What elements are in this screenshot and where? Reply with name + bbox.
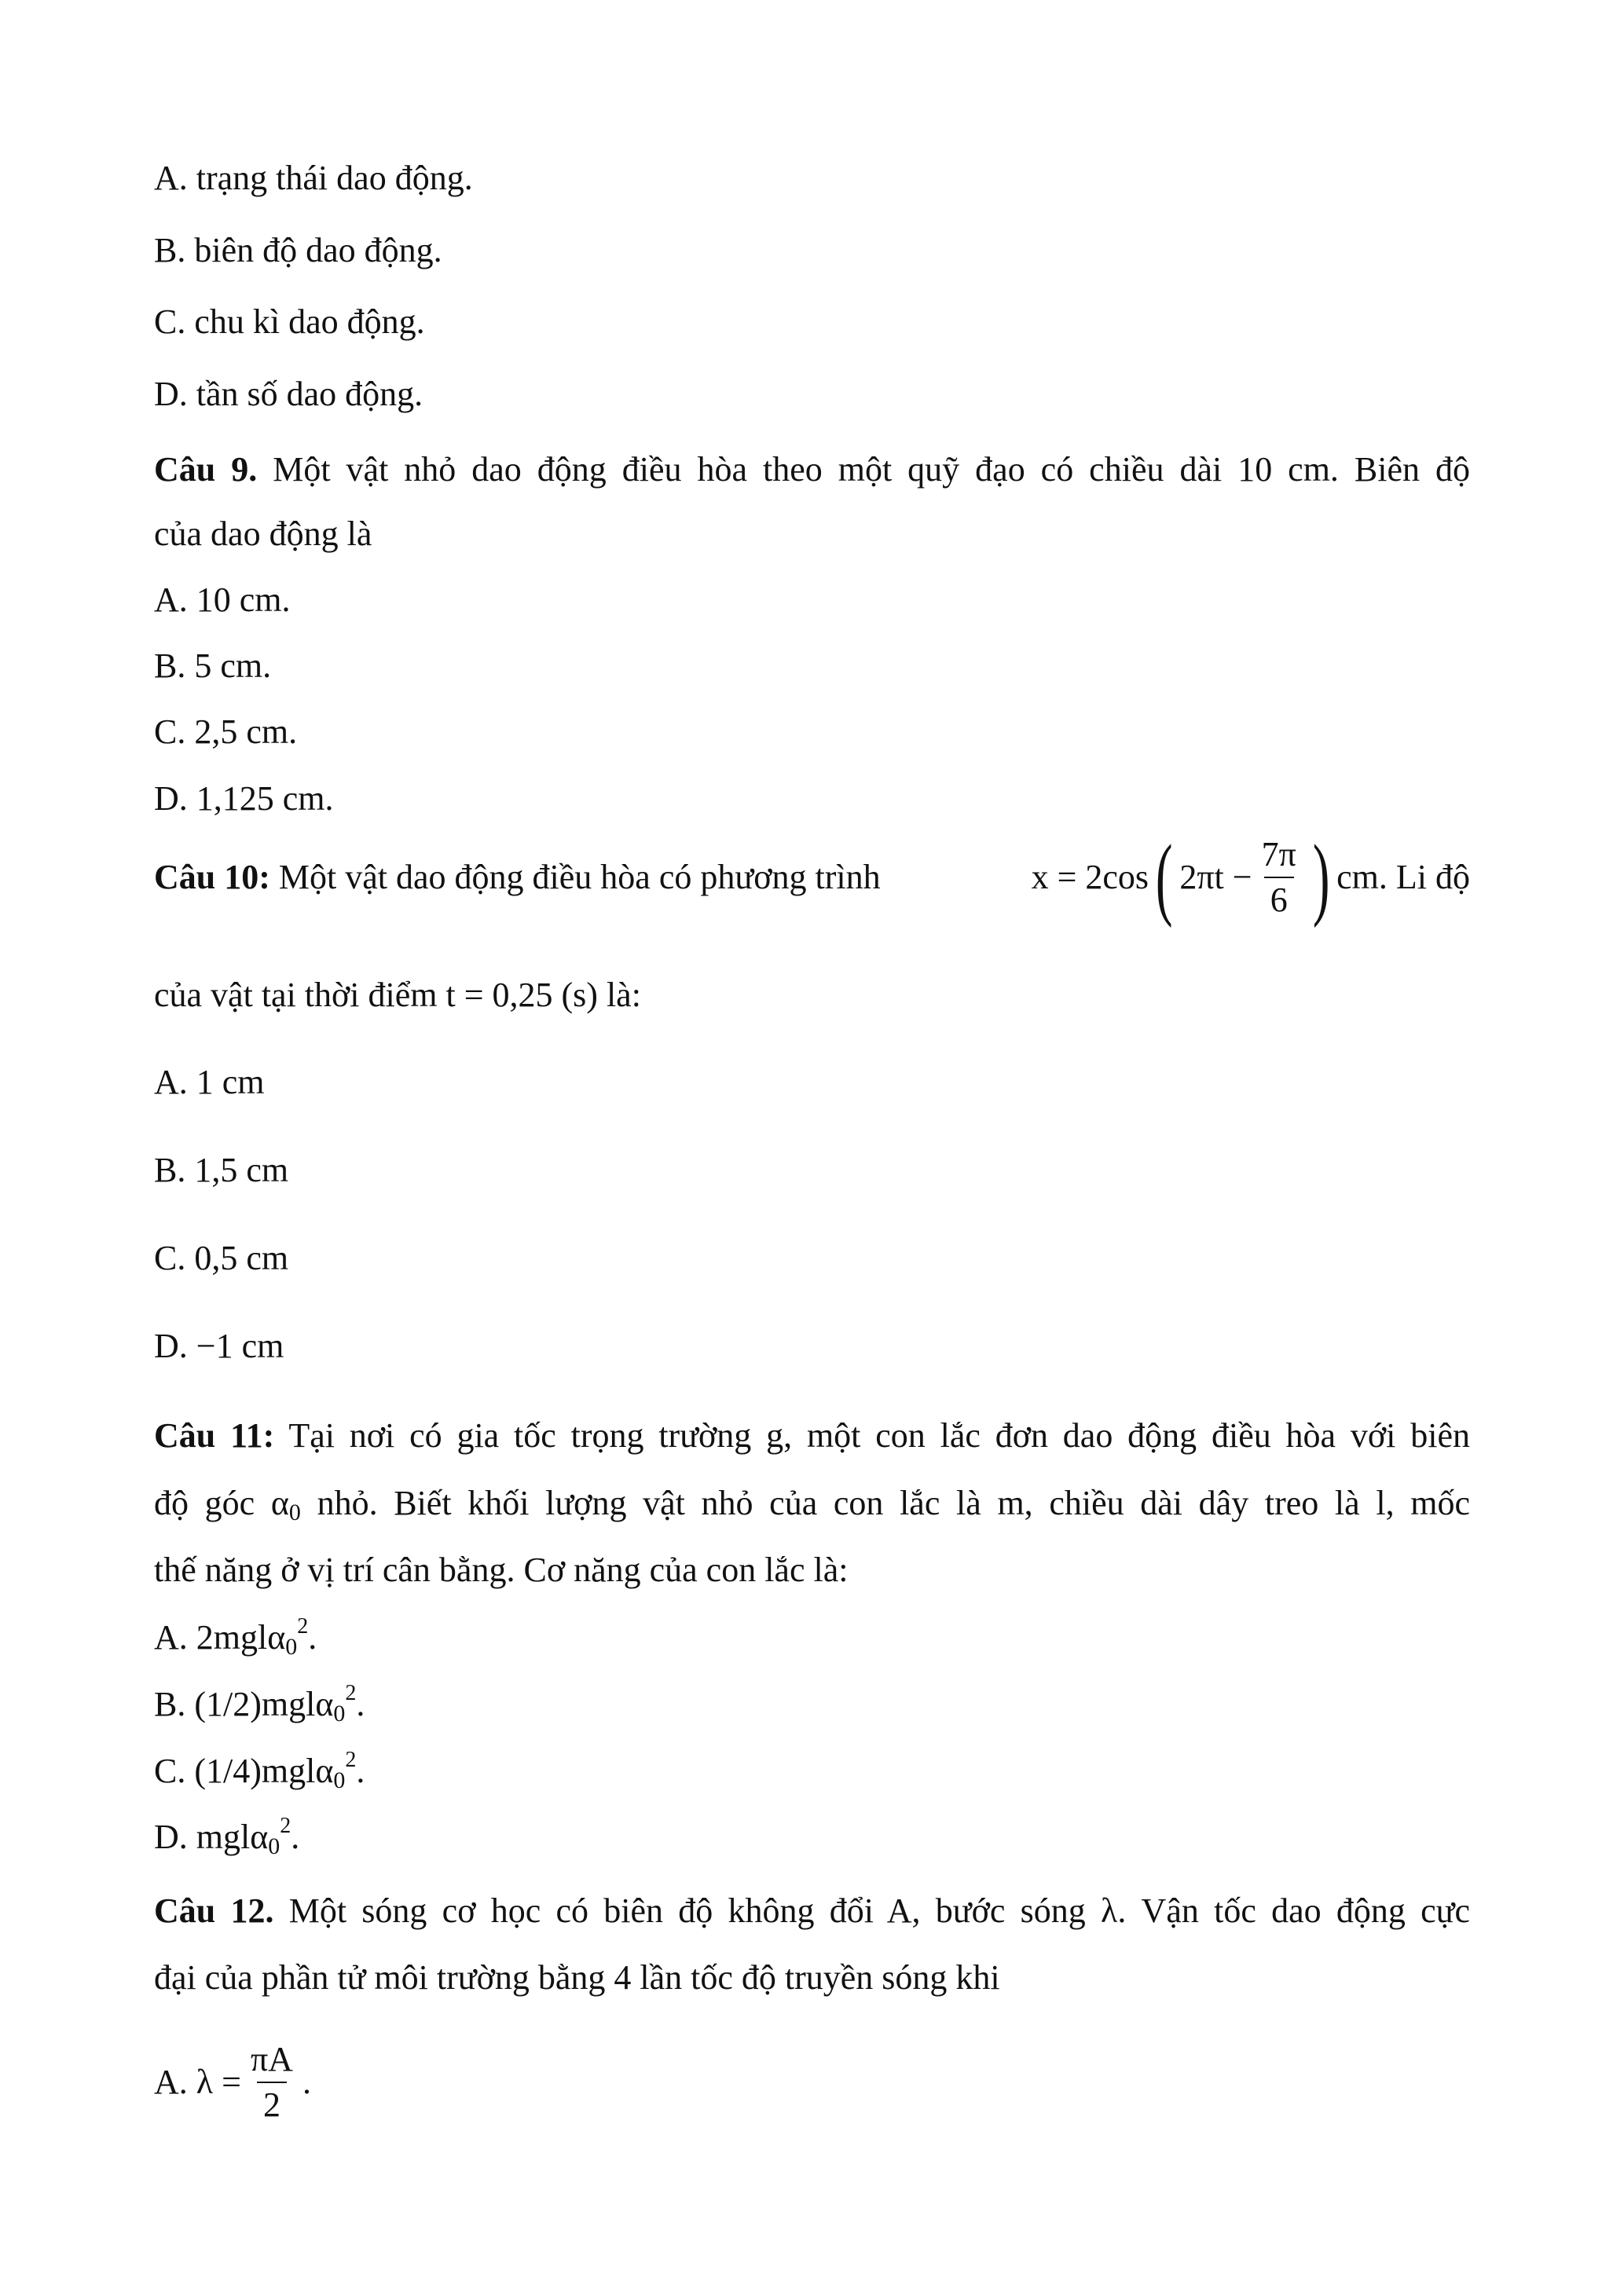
q8-option-b-text: B. biên độ dao động. (154, 231, 442, 269)
q10-option-d-text: D. −1 cm (154, 1327, 284, 1365)
q8-option-b (154, 233, 442, 268)
q10-option-a (154, 1065, 265, 1100)
q12-stem-line2 (154, 1958, 1000, 1997)
q11-option-b-end: . (356, 1685, 365, 1723)
q10-option-b (154, 1153, 288, 1188)
q9-option-c-text: C. 2,5 cm. (154, 712, 298, 751)
q9-option-a-text: A. 10 cm. (154, 580, 291, 619)
q12-stem-line1 (154, 1891, 1470, 1930)
q8-option-d (154, 377, 423, 412)
q11-stem-line2 (154, 1484, 1470, 1525)
q9-stem-text1: Một vật nhỏ dao động điều hòa theo một quỹ đạo có chiều dài 10 cm. Biên độ (257, 450, 1470, 489)
q11-option-b-text: B. (1/2)mglα (154, 1685, 334, 1723)
q10-eq-lhs: x = 2cos (1031, 858, 1149, 896)
q9-stem-line1 (154, 452, 1470, 487)
q10-eq-right-paren: ) (1312, 826, 1330, 928)
q12-option-a-num: πA (250, 2040, 293, 2078)
q11-stem-text2a: độ góc α (154, 1484, 289, 1522)
q8-option-a (154, 161, 473, 196)
q11-option-d-sup: 2 (280, 1814, 291, 1838)
q10-stem-text2: của vật tại thời điểm t = 0,25 (s) là: (154, 976, 641, 1014)
q10-label: Câu 10: (154, 858, 270, 896)
q10-option-b-text: B. 1,5 cm (154, 1151, 289, 1189)
q12-option-a-fraction (244, 2042, 299, 2122)
q10-eq-frac-den: 6 (1264, 877, 1294, 917)
q11-stem-line3 (154, 1553, 848, 1587)
q11-option-a-sub: 0 (285, 1634, 298, 1660)
q11-option-c-sub: 0 (333, 1767, 346, 1793)
q11-stem-text2b: nhỏ. Biết khối lượng vật nhỏ của con lắc là m, chiều dài dây treo là l, mốc (300, 1484, 1470, 1522)
q12-option-a (154, 2042, 311, 2122)
q11-option-d-text: D. mglα (154, 1818, 269, 1856)
q10-equation (1031, 826, 1470, 928)
q10-stem-line1 (154, 826, 1470, 928)
q12-stem-text1: Một sóng cơ học có biên độ không đổi A, bước sóng λ. Vận tốc dao động cực (273, 1891, 1470, 1930)
q11-stem-text1: Tại nơi có gia tốc trọng trường g, một con lắc đơn dao động điều hòa với biên (274, 1416, 1470, 1455)
q8-option-c-text: C. chu kì dao động. (154, 302, 425, 341)
q10-eq-fraction (1256, 837, 1303, 917)
q10-option-c (154, 1241, 288, 1276)
q9-option-c (154, 712, 298, 751)
q12-label: Câu 12. (154, 1891, 274, 1930)
q11-option-b-sub: 0 (333, 1701, 346, 1727)
q9-option-d (154, 779, 334, 818)
q9-stem-text2: của dao động là (154, 514, 372, 553)
q11-option-b (154, 1681, 365, 1727)
q12-stem-text2: đại của phần tử môi trường bằng 4 lần tốc độ truyền sóng khi (154, 1958, 1000, 1997)
q10-eq-inner: 2πt − (1179, 858, 1252, 896)
q11-option-a (154, 1614, 317, 1660)
q9-option-a (154, 580, 291, 619)
q11-stem-sub: 0 (288, 1500, 301, 1525)
q10-stem-left (154, 860, 881, 895)
q9-label: Câu 9. (154, 450, 258, 489)
q11-option-d-sub: 0 (268, 1833, 280, 1859)
q8-option-a-text: A. trạng thái dao động. (154, 159, 473, 197)
q10-eq-unit: cm (1336, 858, 1379, 896)
q12-option-a-end: . (302, 2063, 311, 2101)
q10-option-a-text: A. 1 cm (154, 1063, 265, 1101)
q11-option-c-sup: 2 (345, 1748, 357, 1772)
q11-option-c-end: . (356, 1752, 365, 1790)
q10-eq-left-paren: ( (1155, 826, 1173, 928)
q12-option-a-text: A. λ = (154, 2063, 241, 2101)
q10-option-c-text: C. 0,5 cm (154, 1239, 289, 1277)
q9-stem-line2 (154, 514, 372, 553)
q11-option-d-end: . (291, 1818, 300, 1856)
q11-option-b-sup: 2 (345, 1681, 357, 1705)
q10-stem-line2 (154, 978, 641, 1013)
q10-option-d (154, 1329, 284, 1364)
q10-stem-text1: Một vật dao động điều hòa có phương trình (269, 858, 881, 896)
q9-option-b-text: B. 5 cm. (154, 646, 272, 685)
q11-option-a-text: A. 2mglα (154, 1618, 286, 1657)
q11-option-c-text: C. (1/4)mglα (154, 1752, 334, 1790)
q8-option-d-text: D. tần số dao động. (154, 375, 423, 413)
q11-option-a-end: . (308, 1618, 317, 1657)
q9-option-b (154, 646, 272, 685)
q12-option-a-den: 2 (257, 2082, 287, 2122)
q11-label: Câu 11: (154, 1416, 275, 1455)
q11-stem-line1 (154, 1416, 1470, 1455)
q10-stem-text-after: . Li độ (1378, 858, 1470, 896)
q10-eq-frac-num: 7π (1261, 835, 1296, 873)
q8-option-c (154, 302, 425, 341)
q11-option-d (154, 1814, 300, 1859)
q11-option-a-sup: 2 (297, 1614, 309, 1639)
q11-stem-text3: thế năng ở vị trí cân bằng. Cơ năng của con lắc là: (154, 1551, 849, 1589)
q9-option-d-text: D. 1,125 cm. (154, 779, 334, 818)
q11-option-c (154, 1748, 365, 1793)
